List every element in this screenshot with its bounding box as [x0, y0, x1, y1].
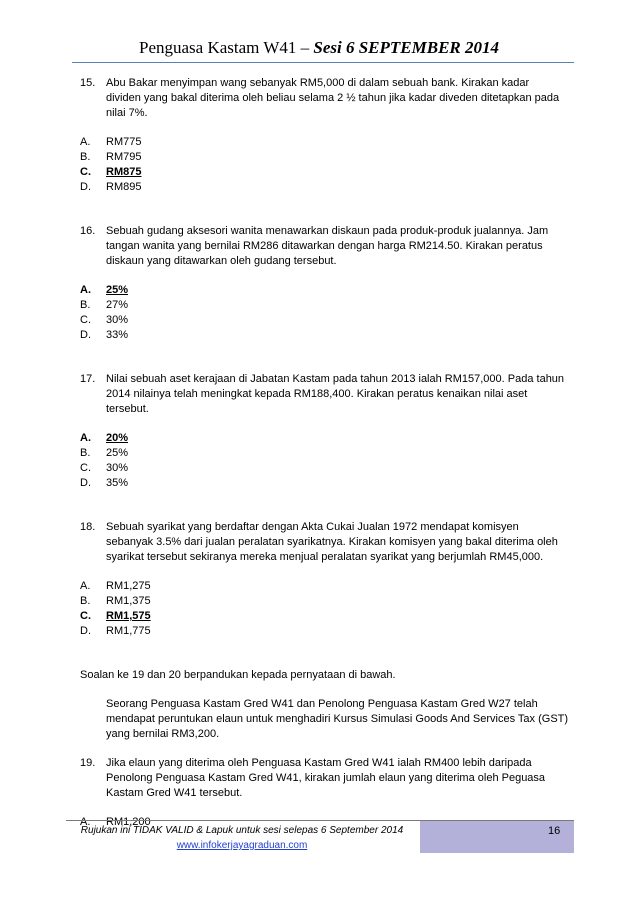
- question-text: [106, 76, 570, 121]
- option-value: 20%: [106, 432, 129, 444]
- option-c: [80, 313, 570, 328]
- option-value: RM1,200: [106, 816, 151, 828]
- option-value: RM875: [106, 166, 142, 178]
- question-number: 15.: [80, 77, 96, 89]
- question-19: [80, 756, 570, 801]
- option-letter: D.: [80, 477, 91, 489]
- question-line: tersebut.: [106, 403, 149, 415]
- header-prefix: Penguasa Kastam W41 –: [139, 38, 314, 57]
- page-content: [80, 76, 570, 830]
- header-divider: [72, 62, 574, 63]
- option-letter: B.: [80, 447, 91, 459]
- question-line: Abu Bakar menyimpan wang sebanyak RM5,000 di dalam sebuah bank. Kirakan kadar: [106, 77, 530, 89]
- option-b: [80, 150, 570, 165]
- question-line: diskaun yang ditawarkan oleh gudang tersebut.: [106, 255, 337, 267]
- page-header: [0, 38, 638, 58]
- question-line: 2014 nilainya telah meningkat kepada RM188,400. Kirakan peratus kenaikan nilai aset: [106, 388, 528, 400]
- option-letter: B.: [80, 299, 91, 311]
- statement-line: mendapat peruntukan elaun untuk menghadiri Kursus Simulasi Goods And Services Tax (GST): [106, 713, 569, 725]
- question-line: Kastam Gred W41 tersebut.: [106, 787, 243, 799]
- option-letter: C.: [80, 166, 91, 178]
- question-15: [80, 76, 570, 121]
- option-value: RM1,275: [106, 580, 151, 592]
- page-footer: [66, 823, 418, 853]
- question-text: [106, 520, 570, 565]
- option-c-answer: [80, 609, 570, 624]
- question-text: [106, 372, 570, 417]
- question-16: [80, 224, 570, 269]
- question-number: 17.: [80, 373, 96, 385]
- option-a-answer: [80, 431, 570, 446]
- option-b: [80, 594, 570, 609]
- option-d: [80, 180, 570, 195]
- option-letter: D.: [80, 181, 91, 193]
- question-number: 18.: [80, 521, 96, 533]
- option-d: [80, 328, 570, 343]
- statement-line: Seorang Penguasa Kastam Gred W41 dan Penolong Penguasa Kastam Gred W27 telah: [106, 698, 538, 710]
- statement-line: yang bernilai RM3,200.: [106, 728, 220, 740]
- footer-link[interactable]: www.infokerjayagraduan.com: [176, 840, 308, 851]
- question-number: 16.: [80, 225, 96, 237]
- option-letter: A.: [80, 580, 91, 592]
- option-letter: C.: [80, 610, 91, 622]
- option-letter: C.: [80, 462, 91, 474]
- option-letter: B.: [80, 151, 91, 163]
- option-letter: C.: [80, 314, 91, 326]
- option-letter: A.: [80, 284, 91, 296]
- option-letter: D.: [80, 625, 91, 637]
- option-value: 30%: [106, 462, 129, 474]
- question-18: [80, 520, 570, 565]
- option-value: RM1,775: [106, 625, 151, 637]
- option-letter: A.: [80, 816, 91, 828]
- option-d: [80, 624, 570, 639]
- question-line: Sebuah syarikat yang berdaftar dengan Akta Cukai Jualan 1972 mendapat komisyen: [106, 521, 519, 533]
- option-letter: B.: [80, 595, 91, 607]
- option-value: 25%: [106, 447, 129, 459]
- page-number: 16: [548, 825, 561, 837]
- option-value: 27%: [106, 299, 129, 311]
- option-value: 33%: [106, 329, 129, 341]
- question-text: [106, 756, 570, 801]
- header-session: Sesi 6 SEPTEMBER 2014: [313, 38, 499, 57]
- question-line: sebanyak 3.5% dari jualan peralatan syarikatnya. Kirakan komisyen yang bakal diterima oleh: [106, 536, 558, 548]
- option-value: 35%: [106, 477, 129, 489]
- option-b: [80, 446, 570, 461]
- option-value: 30%: [106, 314, 129, 326]
- footer-note: Rujukan ini TIDAK VALID & Lapuk untuk sesi selepas 6 September 2014: [80, 825, 404, 836]
- option-value: RM1,575: [106, 610, 151, 622]
- option-a-answer: [80, 283, 570, 298]
- question-line: Nilai sebuah aset kerajaan di Jabatan Kastam pada tahun 2013 ialah RM157,000. Pada tahun: [106, 373, 565, 385]
- option-value: RM1,375: [106, 595, 151, 607]
- question-line: Penolong Penguasa Kastam Gred W41, kirakan jumlah elaun yang diterima oleh Peguasa: [106, 772, 546, 784]
- option-value: 25%: [106, 284, 129, 296]
- question-line: syarikat tersebut sekiranya mereka menjual peralatan syarikat yang berjumlah RM45,000.: [106, 551, 544, 563]
- option-value: RM795: [106, 151, 142, 163]
- question-17: [80, 372, 570, 417]
- question-line: nilai 7%.: [106, 107, 148, 119]
- option-c: [80, 461, 570, 476]
- question-line: tangan wanita yang bernilai RM286 ditawarkan dengan harga RM214.50. Kirakan peratus: [106, 240, 543, 252]
- option-a: [80, 135, 570, 150]
- question-text: [106, 224, 570, 269]
- question-line: Jika elaun yang diterima oleh Penguasa Kastam Gred W41 ialah RM400 lebih daripada: [106, 757, 532, 769]
- option-value: RM895: [106, 181, 142, 193]
- option-value: RM775: [106, 136, 142, 148]
- question-line: dividen yang bakal diterima oleh beliau selama 2 ½ tahun jika kadar diveden ditetapkan pada: [106, 92, 560, 104]
- option-a: [80, 579, 570, 594]
- option-b: [80, 298, 570, 313]
- option-letter: A.: [80, 432, 91, 444]
- option-d: [80, 476, 570, 491]
- option-c-answer: [80, 165, 570, 180]
- question-number: 19.: [80, 757, 96, 769]
- option-letter: A.: [80, 136, 91, 148]
- section-intro: Soalan ke 19 dan 20 berpandukan kepada pernyataan di bawah.: [80, 669, 396, 681]
- statement-paragraph: [106, 697, 570, 742]
- option-letter: D.: [80, 329, 91, 341]
- question-line: Sebuah gudang aksesori wanita menawarkan diskaun pada produk-produk jualannya. Jam: [106, 225, 549, 237]
